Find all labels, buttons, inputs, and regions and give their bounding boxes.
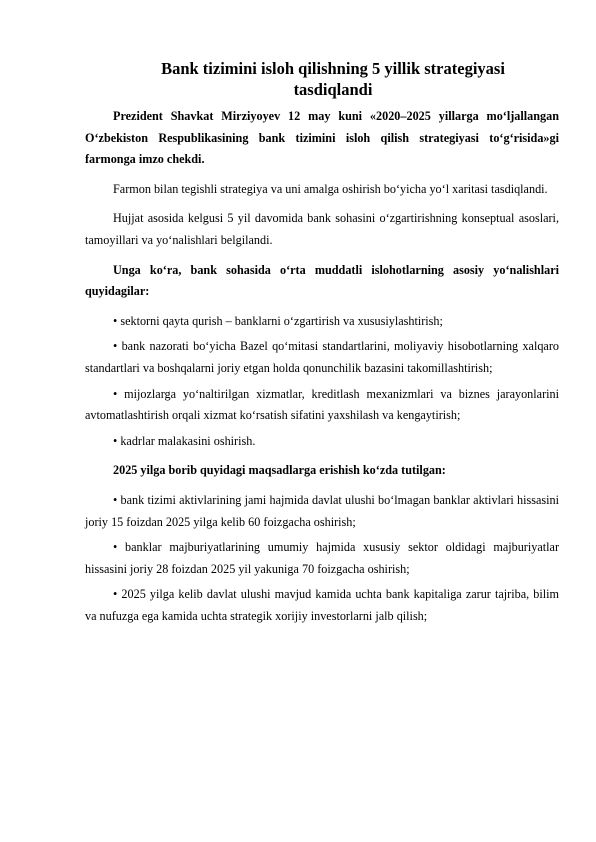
- title-line-1: Bank tizimini isloh qilishning 5 yillik strategiyasi: [161, 59, 505, 78]
- bullet-icon: •: [113, 386, 118, 401]
- document-title: [85, 58, 559, 100]
- list-item: [85, 336, 559, 379]
- section-heading-2: 2025 yilga borib quyidagi maqsadlarga erishish ko‘zda tutilgan:: [113, 463, 446, 478]
- bullet-icon: •: [113, 313, 118, 328]
- list-item: [85, 584, 559, 627]
- list-item: [85, 537, 559, 580]
- list-item: [85, 311, 559, 333]
- paragraph-2: Hujjat asosida kelgusi 5 yil davomida bank sohasini o‘zgartirishning konseptual asoslari, tamoyillari va yo‘nalishlari belgilandi.: [85, 211, 559, 247]
- list-item-text: sektorni qayta qurish – banklarni o‘zgartirish va xususiylashtirish;: [120, 313, 443, 328]
- lead-paragraph: Prezident Shavkat Mirziyoyev 12 may kuni «2020–2025 yillarga mo‘ljallangan O‘zbekiston Respublikasining bank tizimini isloh qilish strategiyasi to‘g‘risida»gi farmonga imzo chekdi.: [85, 109, 559, 167]
- list-item-text: banklar majburiyatlarining umumiy hajmida xususiy sektor oldidagi majburiyatlar hissasini joriy 28 foizdan 2025 yil yakuniga 70 foizgacha oshirish;: [85, 540, 559, 576]
- list-item-text: bank nazorati bo‘yicha Bazel qo‘mitasi standartlarini, moliyaviy hisobotlarning xalqaro standartlari va boshqalarni joriy etgan holda qonunchilik bazasini takomillashtirish;: [85, 339, 559, 375]
- title-line-2: tasdiqlandi: [293, 80, 373, 99]
- document-page: [85, 58, 559, 627]
- list-item: [85, 490, 559, 533]
- list-item-text: kadrlar malakasini oshirish.: [120, 433, 256, 448]
- bullet-icon: •: [113, 587, 118, 602]
- list-item: [85, 431, 559, 453]
- bullet-icon: •: [113, 492, 118, 507]
- list-item-text: mijozlarga yo‘naltirilgan xizmatlar, kreditlash mexanizmlari va biznes jarayonlarini avtomatlashtirish orqali xizmat ko‘rsatish sifatini yaxshilash va kengaytirish;: [85, 386, 559, 423]
- list-item-text: 2025 yilga kelib davlat ulushi mavjud kamida uchta bank kapitaliga zarur tajriba, bilim va nufuzga ega kamida uchta strategik xorijiy investorlarni jalb qilish;: [85, 587, 559, 623]
- list-item: [85, 384, 559, 427]
- bullet-icon: •: [113, 339, 118, 354]
- list-item-text: bank tizimi aktivlarining jami hajmida davlat ulushi bo‘lmagan banklar aktivlari hissasini joriy 15 foizdan 2025 yilga kelib 60 foizgacha oshirish;: [85, 492, 559, 529]
- bullet-icon: •: [113, 540, 118, 555]
- section-heading-1: Unga ko‘ra, bank sohasida o‘rta muddatli islohotlarning asosiy yo‘nalishlari quyidagilar:: [85, 262, 559, 299]
- bullet-icon: •: [113, 433, 118, 448]
- paragraph-1: Farmon bilan tegishli strategiya va uni amalga oshirish bo‘yicha yo‘l xaritasi tasdiqlandi.: [113, 181, 548, 196]
